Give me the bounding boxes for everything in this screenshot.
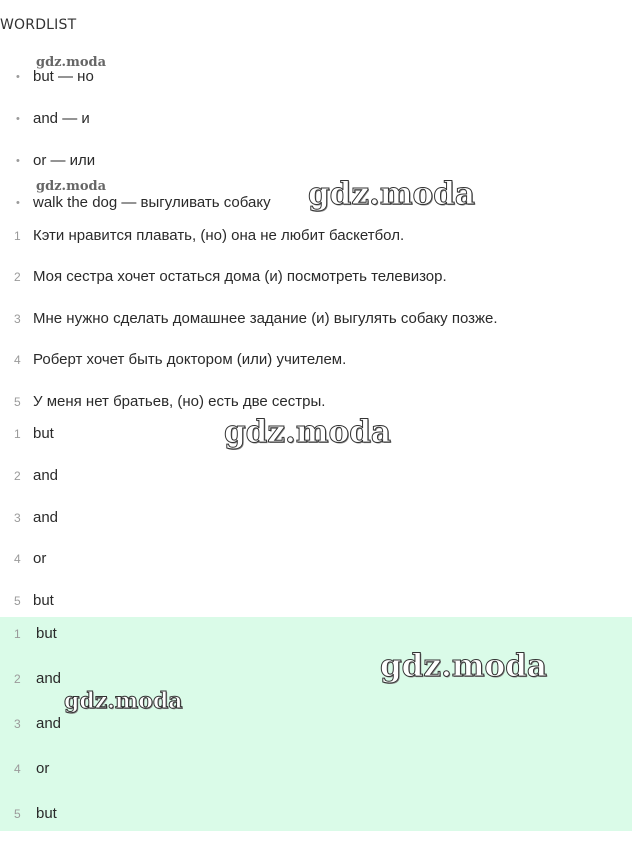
item-number: 3 [14, 511, 21, 525]
sentence-text: Роберт хочет быть доктором (или) учителем. [33, 351, 347, 368]
answer-key-text: and [36, 715, 62, 732]
sentence-text: У меня нет братьев, (но) есть две сестры. [33, 393, 326, 410]
item-number: 1 [14, 627, 21, 641]
answer-key-panel [0, 617, 632, 831]
item-number: 2 [14, 469, 21, 483]
watermark: gdz.moda [224, 414, 391, 450]
wordlist-item-text: but — но [33, 68, 94, 85]
answer-key-text: and [36, 670, 62, 687]
sentence-text: Кэти нравится плавать, (но) она не любит баскетбол. [33, 227, 405, 244]
wordlist-item-text: walk the dog — выгуливать собаку [33, 194, 271, 211]
bullet-icon: • [16, 113, 20, 125]
item-number: 2 [14, 672, 21, 686]
sentence-text: Мне нужно сделать домашнее задание (и) выгулять собаку позже. [33, 310, 498, 327]
wordlist-item-text: and — и [33, 110, 90, 127]
answer-text: but [33, 425, 54, 442]
answer-text: but [33, 592, 54, 609]
wordlist-item-text: or — или [33, 152, 96, 169]
answer-key-text: but [36, 625, 57, 642]
item-number: 4 [14, 353, 21, 367]
item-number: 3 [14, 312, 21, 326]
wordlist-heading: WORDLIST [0, 17, 77, 33]
watermark: gdz.moda [308, 176, 475, 212]
item-number: 3 [14, 717, 21, 731]
watermark: gdz.moda [36, 179, 107, 194]
answer-key-text: or [36, 760, 50, 777]
sentence-text: Моя сестра хочет остаться дома (и) посмотреть телевизор. [33, 268, 447, 285]
item-number: 1 [14, 229, 21, 243]
bullet-icon: • [16, 71, 20, 83]
watermark: gdz.moda [64, 688, 183, 714]
item-number: 1 [14, 427, 21, 441]
item-number: 5 [14, 594, 21, 608]
item-number: 4 [14, 552, 21, 566]
item-number: 5 [14, 807, 21, 821]
watermark: gdz.moda [380, 648, 547, 684]
item-number: 4 [14, 762, 21, 776]
bullet-icon: • [16, 197, 20, 209]
answer-text: and [33, 467, 59, 484]
item-number: 2 [14, 270, 21, 284]
answer-key-text: but [36, 805, 57, 822]
bullet-icon: • [16, 155, 20, 167]
watermark: gdz.moda [36, 55, 107, 70]
item-number: 5 [14, 395, 21, 409]
answer-text: or [33, 550, 47, 567]
answer-text: and [33, 509, 59, 526]
